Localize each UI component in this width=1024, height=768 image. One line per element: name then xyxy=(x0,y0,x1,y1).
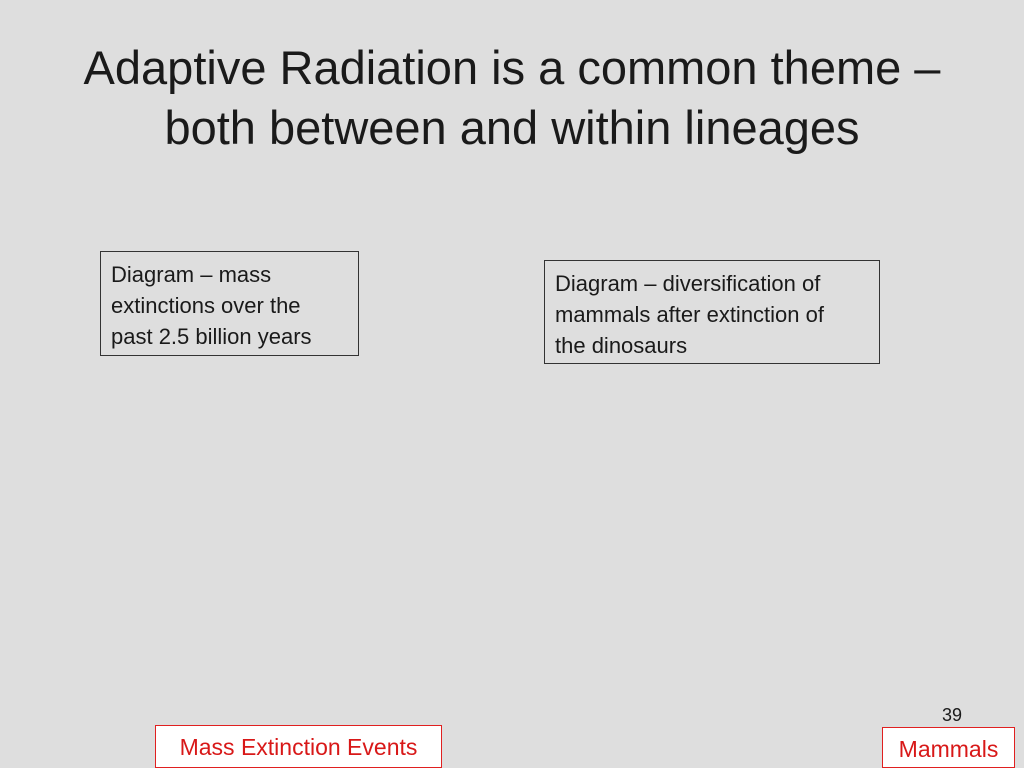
placeholder-line: the dinosaurs xyxy=(555,333,688,358)
page-number: 39 xyxy=(941,705,963,725)
mammals-link[interactable]: Mammals xyxy=(882,727,1015,768)
mammal-diversification-diagram-placeholder xyxy=(544,260,880,364)
placeholder-line: past 2.5 billion years xyxy=(111,324,312,349)
placeholder-line: extinctions over the xyxy=(111,293,301,318)
title-line-1: Adaptive Radiation is a common theme – xyxy=(83,41,941,94)
slide-title xyxy=(0,38,1024,158)
mass-extinctions-diagram-placeholder xyxy=(100,251,359,356)
placeholder-line: Diagram – diversification of xyxy=(555,271,821,296)
mass-extinction-events-link[interactable]: Mass Extinction Events xyxy=(155,725,442,768)
placeholder-line: Diagram – mass xyxy=(111,262,272,287)
placeholder-line: mammals after extinction of xyxy=(555,302,824,327)
title-line-2: both between and within lineages xyxy=(164,101,860,154)
